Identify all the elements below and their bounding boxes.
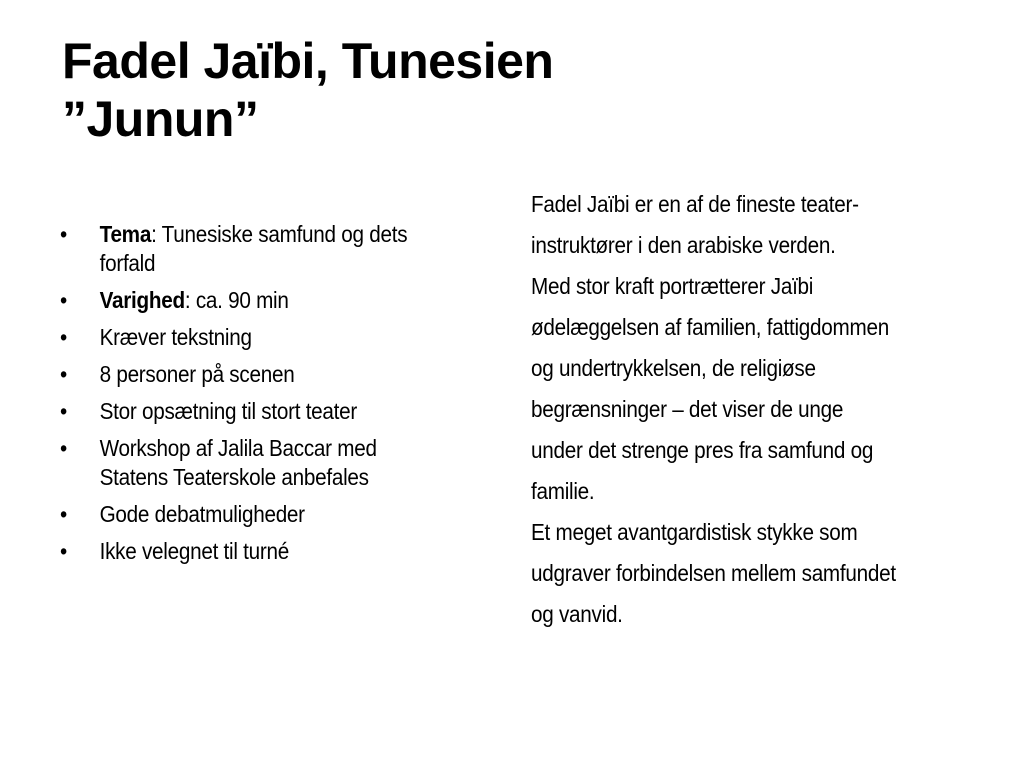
bullet-icon: •	[60, 287, 67, 313]
description-line: under det strenge pres fra samfund og	[531, 437, 874, 463]
description-line: Et meget avantgardistisk stykke som	[531, 519, 858, 545]
bullet-icon: •	[60, 221, 67, 247]
description-text	[531, 184, 954, 635]
description-line: instruktører i den arabiske verden.	[531, 232, 836, 258]
item-label: Tema	[99, 221, 152, 247]
item-text: Workshop af Jalila Baccar med Statens Teaterskole anbefales	[99, 435, 377, 490]
item-text: Gode debatmuligheder	[99, 501, 305, 527]
list-item	[60, 323, 447, 352]
item-text: 8 personer på scenen	[99, 361, 295, 387]
item-text: : ca. 90 min	[184, 287, 289, 313]
bullet-icon: •	[60, 398, 67, 424]
description-line: Fadel Jaïbi er en af de fineste teater-	[531, 191, 859, 217]
description-line: og vanvid.	[531, 601, 623, 627]
item-text: : Tunesiske samfund og dets forfald	[99, 221, 408, 276]
list-item	[60, 286, 447, 315]
description-line: udgraver forbindelsen mellem samfundet	[531, 560, 896, 586]
title-line-1: Fadel Jaïbi, Tunesien	[62, 33, 554, 89]
description-line: familie.	[531, 478, 595, 504]
list-item	[60, 397, 447, 426]
bullet-icon: •	[60, 361, 67, 387]
list-item	[60, 537, 447, 566]
list-item	[60, 434, 447, 492]
list-item	[60, 220, 447, 278]
item-text: Stor opsætning til stort teater	[99, 398, 358, 424]
bullet-icon: •	[60, 435, 67, 461]
facts-list	[60, 220, 447, 566]
item-text: Ikke velegnet til turné	[99, 538, 290, 564]
description-line: og undertrykkelsen, de religiøse	[531, 355, 816, 381]
slide-title	[62, 32, 962, 148]
bullet-icon: •	[60, 501, 67, 527]
title-line-2: ”Junun”	[62, 91, 259, 147]
bullet-icon: •	[60, 324, 67, 350]
description-line: begrænsninger – det viser de unge	[531, 396, 844, 422]
list-item	[60, 360, 447, 389]
item-label: Varighed	[99, 287, 185, 313]
facts-list-container	[60, 220, 447, 574]
description-line: Med stor kraft portrætterer Jaïbi	[531, 273, 814, 299]
item-text: Kræver tekstning	[99, 324, 252, 350]
bullet-icon: •	[60, 538, 67, 564]
list-item	[60, 500, 447, 529]
description-line: ødelæggelsen af familien, fattigdommen	[531, 314, 889, 340]
